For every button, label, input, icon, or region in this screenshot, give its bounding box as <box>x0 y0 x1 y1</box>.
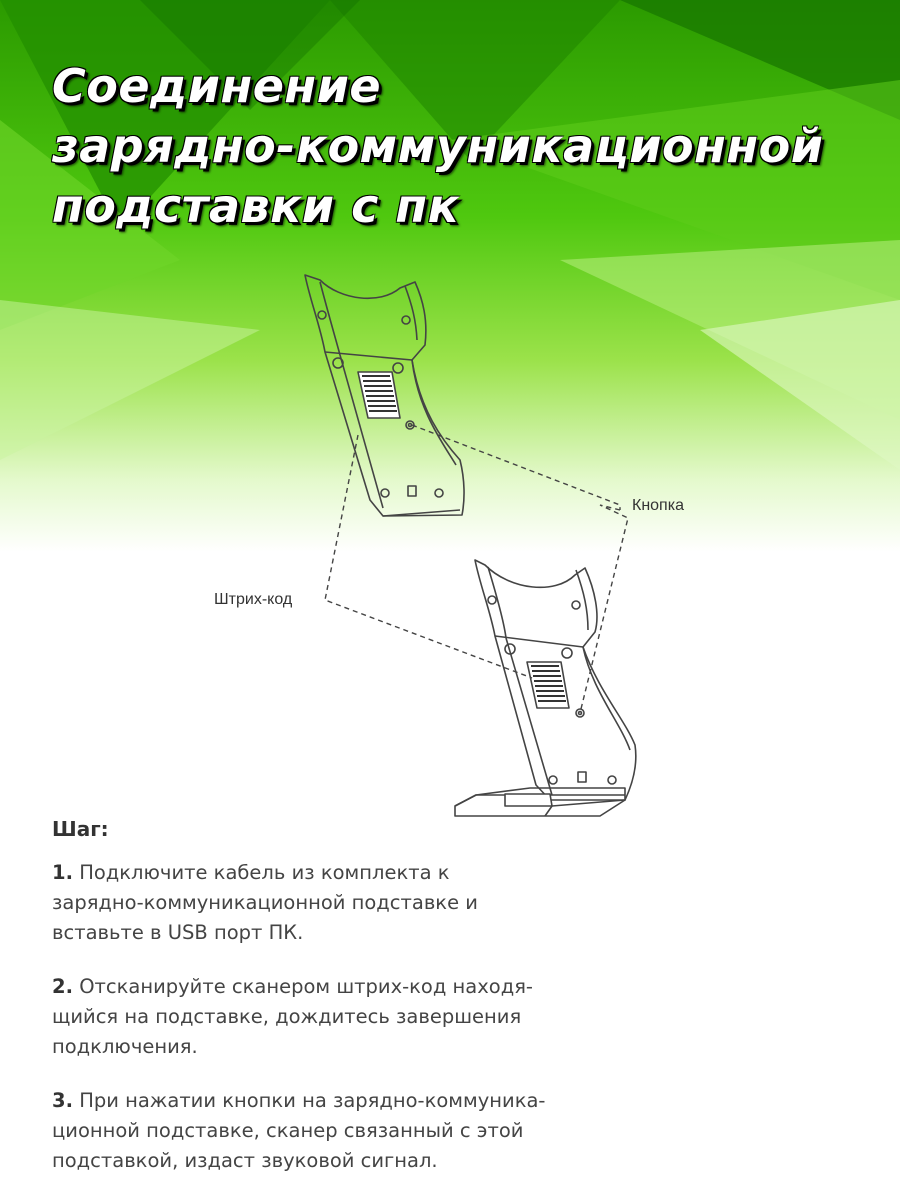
step-text-line: подставкой, издаст звуковой сигнал. <box>52 1149 438 1172</box>
barcode-icon <box>358 372 400 418</box>
title-line-2: зарядно-коммуникационной <box>52 119 824 173</box>
page-title <box>52 56 872 236</box>
step-3 <box>52 1086 592 1176</box>
step-text-line: При нажатии кнопки на зарядно-коммуника- <box>79 1089 546 1112</box>
title-line-3: подставки с пк <box>52 179 460 233</box>
step-2 <box>52 972 592 1062</box>
step-text-line: зарядно-коммуникационной подставке и <box>52 891 478 914</box>
step-number: 3. <box>52 1089 73 1112</box>
step-number: 2. <box>52 975 73 998</box>
step-1 <box>52 858 592 948</box>
button-connector-bottom <box>580 505 628 713</box>
step-text-line: ционной подставке, сканер связанный с этой <box>52 1119 524 1142</box>
step-text-line: Отсканируйте сканером штрих-код находя- <box>79 975 533 998</box>
step-text-line: щийся на подставке, дождитесь завершения <box>52 1005 522 1028</box>
steps-heading: Шаг: <box>52 817 109 841</box>
barcode-icon <box>527 662 569 708</box>
steps-section <box>52 814 592 1200</box>
barcode-callout-label: Штрих-код <box>214 591 293 608</box>
title-line-1: Соединение <box>52 59 382 113</box>
step-text-line: Подключите кабель из комплекта к <box>79 861 450 884</box>
step-number: 1. <box>52 861 73 884</box>
barcode-connector <box>325 435 532 678</box>
step-text-line: вставьте в USB порт ПК. <box>52 921 304 944</box>
button-callout-label: Кнопка <box>632 497 684 514</box>
stand-diagram <box>180 260 740 830</box>
step-text-line: подключения. <box>52 1035 198 1058</box>
